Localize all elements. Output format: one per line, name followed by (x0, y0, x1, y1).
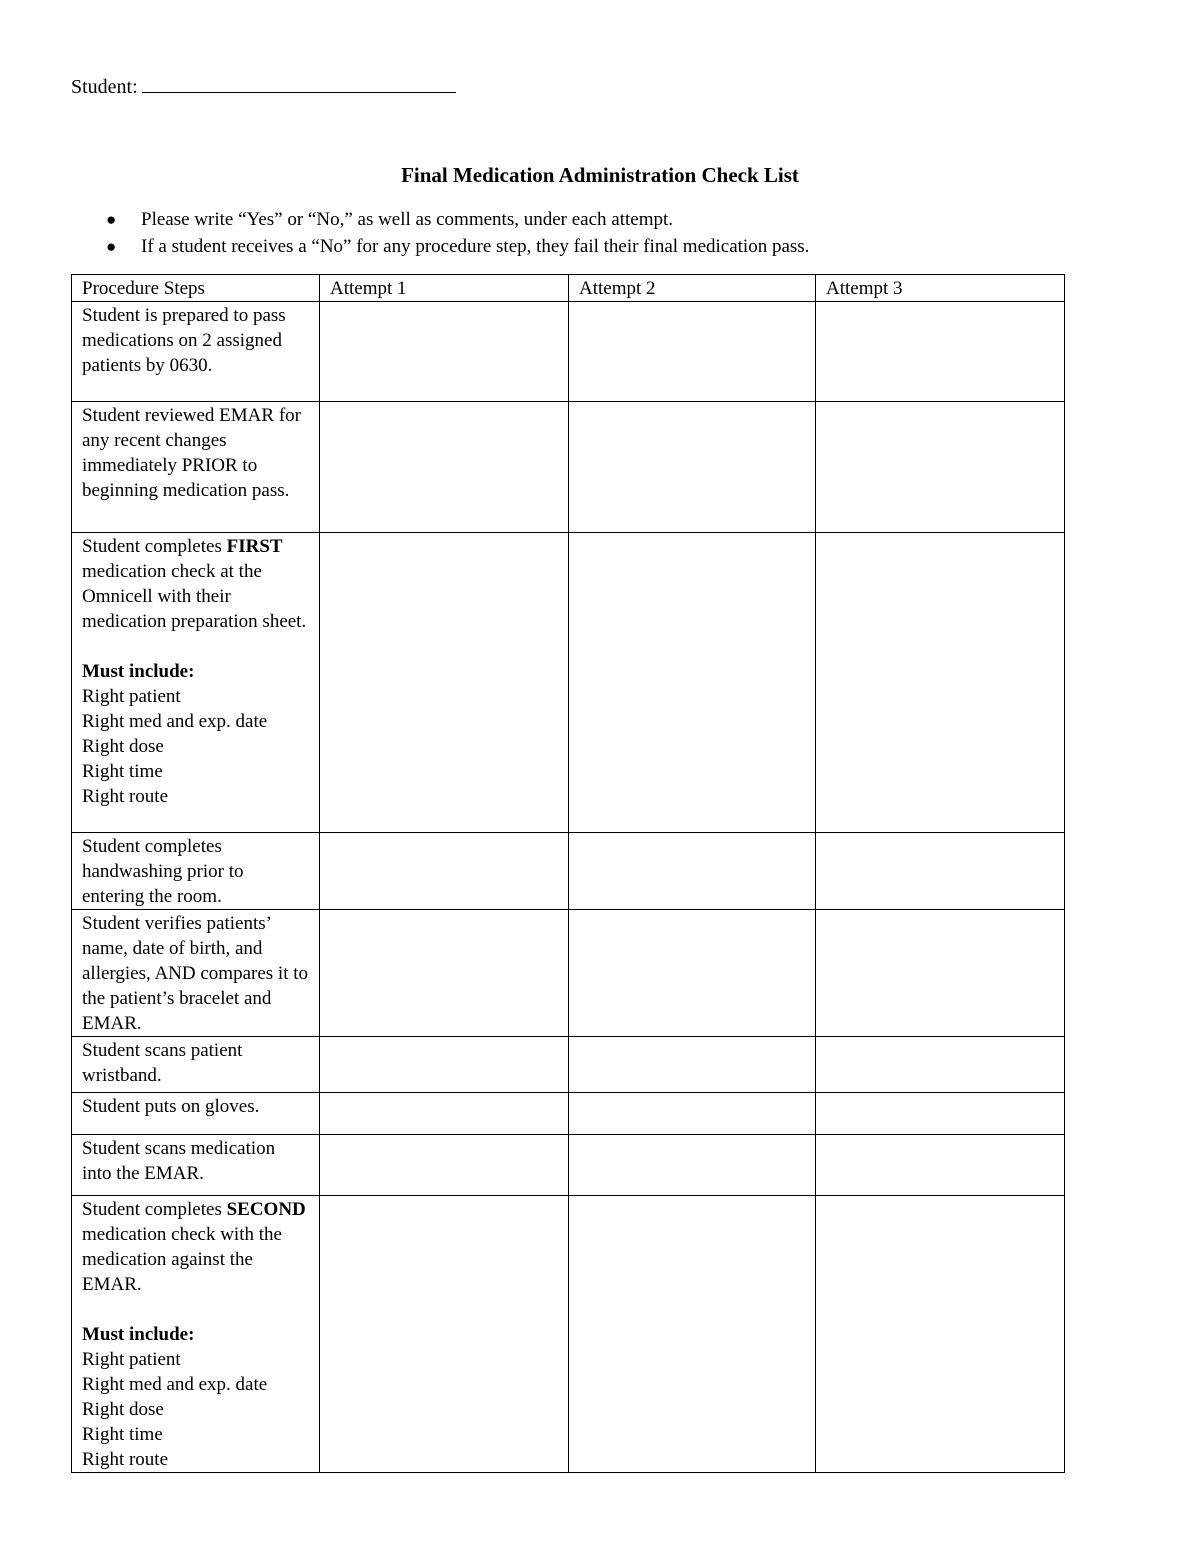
table-row (72, 533, 1065, 833)
procedure-step-text (82, 1094, 309, 1119)
procedure-step-text (82, 834, 309, 909)
procedure-step-cell (72, 1135, 320, 1196)
procedure-step-text (82, 911, 309, 1036)
instruction-item (106, 206, 809, 233)
attempt-1-cell[interactable] (320, 1037, 569, 1093)
procedure-step-text (82, 403, 309, 503)
attempt-2-cell[interactable] (569, 1196, 816, 1473)
step-text-fragment: Student is prepared to pass medications on 2 assigned patients by 0630. (82, 305, 286, 376)
procedure-step-text (82, 303, 309, 378)
attempt-2-cell[interactable] (569, 402, 816, 533)
step-text-fragment: Right patient Right med and exp. date Right dose Right time Right route (82, 1349, 268, 1470)
table-header-row (72, 275, 1065, 302)
step-text-fragment: Student completes handwashing prior to entering the room. (82, 836, 244, 907)
procedure-step-cell (72, 833, 320, 910)
step-text-fragment: medication check at the Omnicell with their medication preparation sheet. (82, 561, 307, 632)
attempt-1-cell[interactable] (320, 302, 569, 402)
instruction-text: If a student receives a “No” for any procedure step, they fail their final medication pass. (141, 236, 810, 257)
step-text-fragment: Student scans patient wristband. (82, 1040, 243, 1086)
procedure-step-cell (72, 533, 320, 833)
attempt-1-cell[interactable] (320, 402, 569, 533)
attempt-3-cell[interactable] (816, 833, 1065, 910)
attempt-3-cell[interactable] (816, 302, 1065, 402)
attempt-3-cell[interactable] (816, 402, 1065, 533)
attempt-3-cell[interactable] (816, 1093, 1065, 1135)
page-title: Final Medication Administration Check List (401, 163, 799, 187)
procedure-step-cell (72, 402, 320, 533)
table-row (72, 833, 1065, 910)
table-row (72, 910, 1065, 1037)
attempt-1-cell[interactable] (320, 1196, 569, 1473)
procedure-step-cell (72, 910, 320, 1037)
step-text-fragment: medication check with the medication against the EMAR. (82, 1224, 282, 1295)
procedure-step-text (82, 1197, 309, 1472)
table-row (72, 402, 1065, 533)
attempt-1-cell[interactable] (320, 533, 569, 833)
step-text-fragment: Right patient Right med and exp. date Right dose Right time Right route (82, 686, 268, 807)
emphasis-text: SECOND (226, 1199, 306, 1220)
procedure-step-cell (72, 1037, 320, 1093)
table-row (72, 1037, 1065, 1093)
instructions-list (106, 206, 809, 260)
student-label: Student: (71, 76, 138, 98)
step-text-fragment: Student scans medication into the EMAR. (82, 1138, 276, 1184)
attempt-2-cell[interactable] (569, 833, 816, 910)
attempt-1-cell[interactable] (320, 833, 569, 910)
procedure-step-text (82, 1136, 309, 1186)
bullet-icon: ● (106, 210, 117, 229)
attempt-1-cell[interactable] (320, 1093, 569, 1135)
procedure-step-text (82, 534, 309, 809)
student-name-blank[interactable] (142, 74, 456, 93)
column-header-attempt-1: Attempt 1 (320, 275, 569, 302)
attempt-2-cell[interactable] (569, 910, 816, 1037)
attempt-2-cell[interactable] (569, 302, 816, 402)
column-header-attempt-3: Attempt 3 (816, 275, 1065, 302)
attempt-2-cell[interactable] (569, 1037, 816, 1093)
attempt-3-cell[interactable] (816, 910, 1065, 1037)
attempt-3-cell[interactable] (816, 533, 1065, 833)
step-text-fragment: Student reviewed EMAR for any recent changes immediately PRIOR to beginning medication pass. (82, 405, 301, 501)
instruction-text: Please write “Yes” or “No,” as well as comments, under each attempt. (141, 209, 674, 230)
step-text-fragment: Student puts on gloves. (82, 1096, 260, 1117)
procedure-step-text (82, 1038, 309, 1088)
column-header-procedure-steps: Procedure Steps (72, 275, 320, 302)
attempt-2-cell[interactable] (569, 1093, 816, 1135)
attempt-3-cell[interactable] (816, 1196, 1065, 1473)
emphasis-text: Must include: (82, 661, 195, 682)
checklist-table (71, 274, 1065, 1473)
table-row (72, 1093, 1065, 1135)
emphasis-text: Must include: (82, 1324, 195, 1345)
procedure-step-cell (72, 302, 320, 402)
procedure-step-cell (72, 1093, 320, 1135)
step-text-fragment: Student completes (82, 536, 227, 557)
emphasis-text: FIRST (226, 536, 283, 557)
attempt-3-cell[interactable] (816, 1135, 1065, 1196)
table-row (72, 1196, 1065, 1473)
student-name-line (71, 74, 456, 99)
attempt-2-cell[interactable] (569, 533, 816, 833)
procedure-step-cell (72, 1196, 320, 1473)
attempt-2-cell[interactable] (569, 1135, 816, 1196)
table-row (72, 1135, 1065, 1196)
table-row (72, 302, 1065, 402)
attempt-1-cell[interactable] (320, 1135, 569, 1196)
attempt-3-cell[interactable] (816, 1037, 1065, 1093)
bullet-icon: ● (106, 237, 117, 256)
instruction-item (106, 233, 809, 260)
step-text-fragment: Student completes (82, 1199, 227, 1220)
column-header-attempt-2: Attempt 2 (569, 275, 816, 302)
step-text-fragment: Student verifies patients’ name, date of birth, and allergies, AND compares it to the patient’s bracelet and EMAR. (82, 913, 309, 1034)
attempt-1-cell[interactable] (320, 910, 569, 1037)
